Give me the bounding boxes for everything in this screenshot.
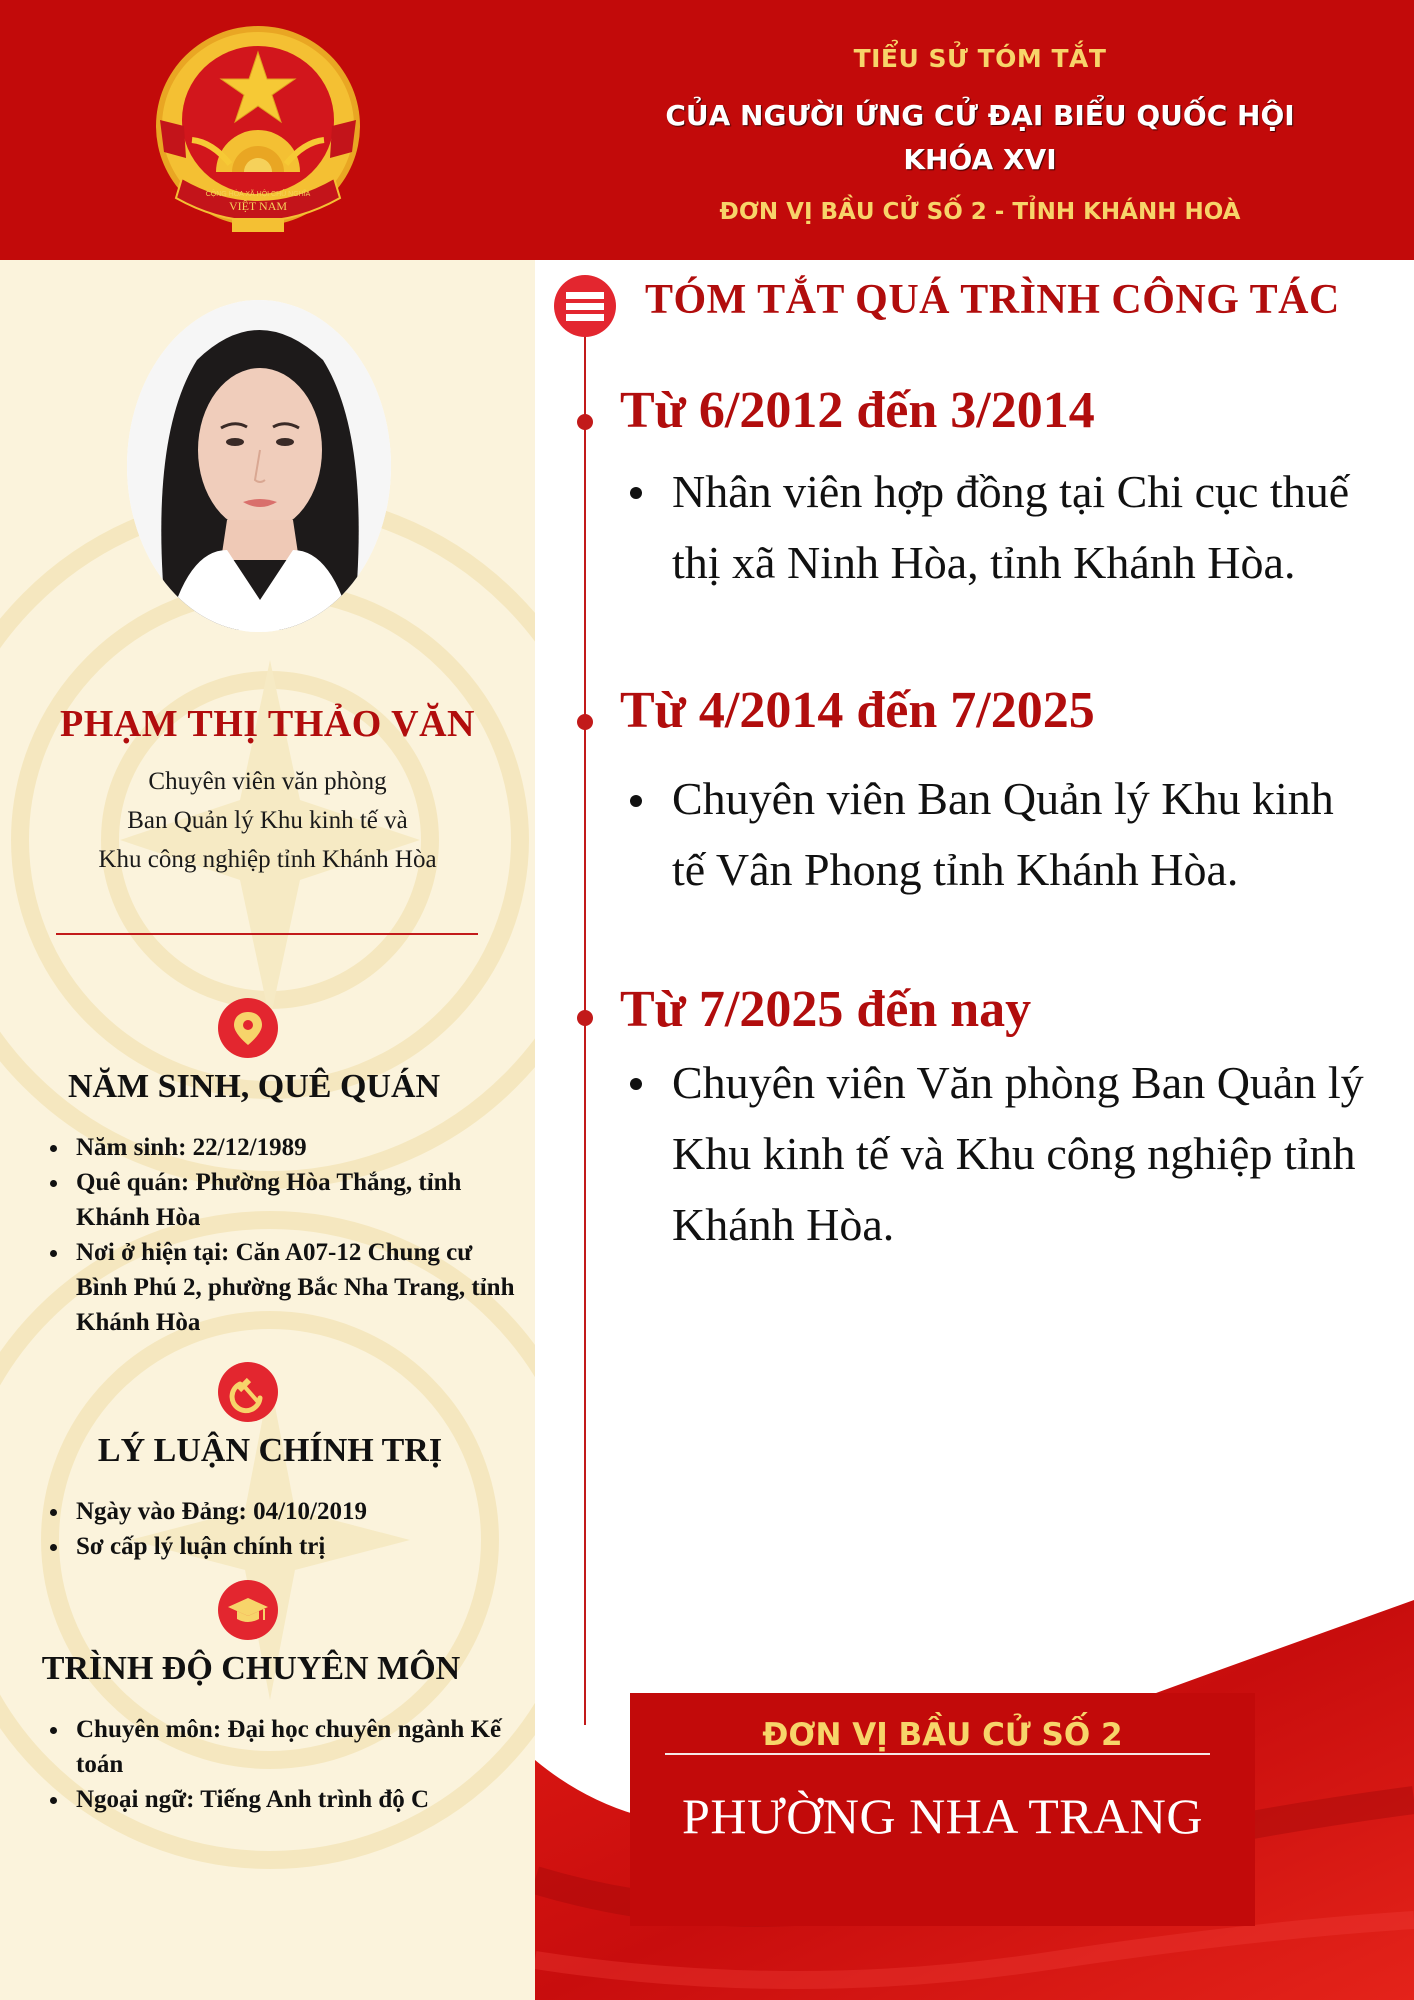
timeline-line: [584, 330, 586, 1725]
electoral-unit-label: ĐƠN VỊ BẦU CỬ SỐ 2: [762, 1717, 1123, 1753]
doc-constituency: ĐƠN VỊ BẦU CỬ SỐ 2 - TỈNH KHÁNH HOÀ: [719, 199, 1241, 225]
doc-title: TIỂU SỬ TÓM TẮT: [853, 44, 1107, 73]
political-theory-list: [44, 1494, 524, 1564]
hammer-sickle-icon: [218, 1362, 278, 1422]
qualification-list: [44, 1712, 504, 1817]
list-item: Quê quán: Phường Hòa Thắng, tỉnh Khánh Hòa: [44, 1165, 524, 1235]
timeline-period: Từ 7/2025 đến nay: [620, 981, 1032, 1038]
timeline-period: Từ 4/2014 đến 7/2025: [620, 682, 1095, 739]
menu-list-icon: [554, 275, 616, 337]
position-line: Ban Quản lý Khu kinh tế và: [127, 807, 408, 834]
electoral-unit-box: [630, 1693, 1255, 1926]
unit-divider: [665, 1753, 1210, 1755]
electoral-ward-name: PHƯỜNG NHA TRANG: [682, 1788, 1203, 1844]
list-item: Năm sinh: 22/12/1989: [44, 1130, 524, 1165]
position-line: Khu công nghiệp tỉnh Khánh Hòa: [98, 846, 437, 873]
timeline-description: Chuyên viên Ban Quản lý Khu kinh tế Vân Phong tỉnh Khánh Hòa.: [672, 773, 1334, 895]
bullet: [630, 1078, 642, 1090]
header-titles: [610, 0, 1350, 260]
candidate-name: PHẠM THỊ THẢO VĂN: [60, 703, 475, 745]
section-title-birth-hometown: NĂM SINH, QUÊ QUÁN: [67, 1068, 441, 1105]
divider: [56, 933, 478, 935]
bullet: [630, 795, 642, 807]
timeline-dot: [577, 414, 593, 430]
header-banner: [0, 0, 1414, 260]
list-item: Ngoại ngữ: Tiếng Anh trình độ C: [44, 1782, 504, 1817]
graduation-cap-icon: [218, 1580, 278, 1640]
doc-subtitle: CỦA NGƯỜI ỨNG CỬ ĐẠI BIỂU QUỐC HỘI: [665, 99, 1295, 132]
list-item: Nơi ở hiện tại: Căn A07-12 Chung cư Bình Phú 2, phường Bắc Nha Trang, tỉnh Khánh Hòa: [44, 1235, 524, 1340]
list-item: Ngày vào Đảng: 04/10/2019: [44, 1494, 524, 1529]
timeline-dot: [577, 714, 593, 730]
work-history-heading: TÓM TẮT QUÁ TRÌNH CÔNG TÁC: [645, 277, 1340, 323]
location-pin-icon: [218, 998, 278, 1058]
section-title-qualification: TRÌNH ĐỘ CHUYÊN MÔN: [41, 1650, 461, 1687]
candidate-position: [0, 762, 535, 879]
timeline-description: Nhân viên hợp đồng tại Chi cục thuế thị xã Ninh Hòa, tỉnh Khánh Hòa.: [672, 466, 1350, 588]
doc-term: KHÓA XVI: [903, 143, 1057, 176]
candidate-portrait: [127, 300, 391, 632]
timeline-dot: [577, 1010, 593, 1026]
position-line: Chuyên viên văn phòng: [148, 768, 387, 795]
timeline-description: Chuyên viên Văn phòng Ban Quản lý Khu kinh tế và Khu công nghiệp tỉnh Khánh Hòa.: [672, 1057, 1364, 1250]
timeline-period: Từ 6/2012 đến 3/2014: [620, 382, 1095, 439]
birth-hometown-list: [44, 1130, 524, 1340]
list-item: Chuyên môn: Đại học chuyên ngành Kế toán: [44, 1712, 504, 1782]
emblem-ribbon-bottom: VIỆT NAM: [228, 199, 288, 213]
section-title-political-theory: LÝ LUẬN CHÍNH TRỊ: [97, 1432, 443, 1469]
list-item: Sơ cấp lý luận chính trị: [44, 1529, 524, 1564]
emblem-ribbon-top: CỘNG HÒA XÃ HỘI CHỦ NGHĨA: [205, 191, 311, 198]
bullet: [630, 487, 642, 499]
national-emblem-icon: [152, 22, 364, 238]
profile-sidebar: [0, 260, 535, 2000]
